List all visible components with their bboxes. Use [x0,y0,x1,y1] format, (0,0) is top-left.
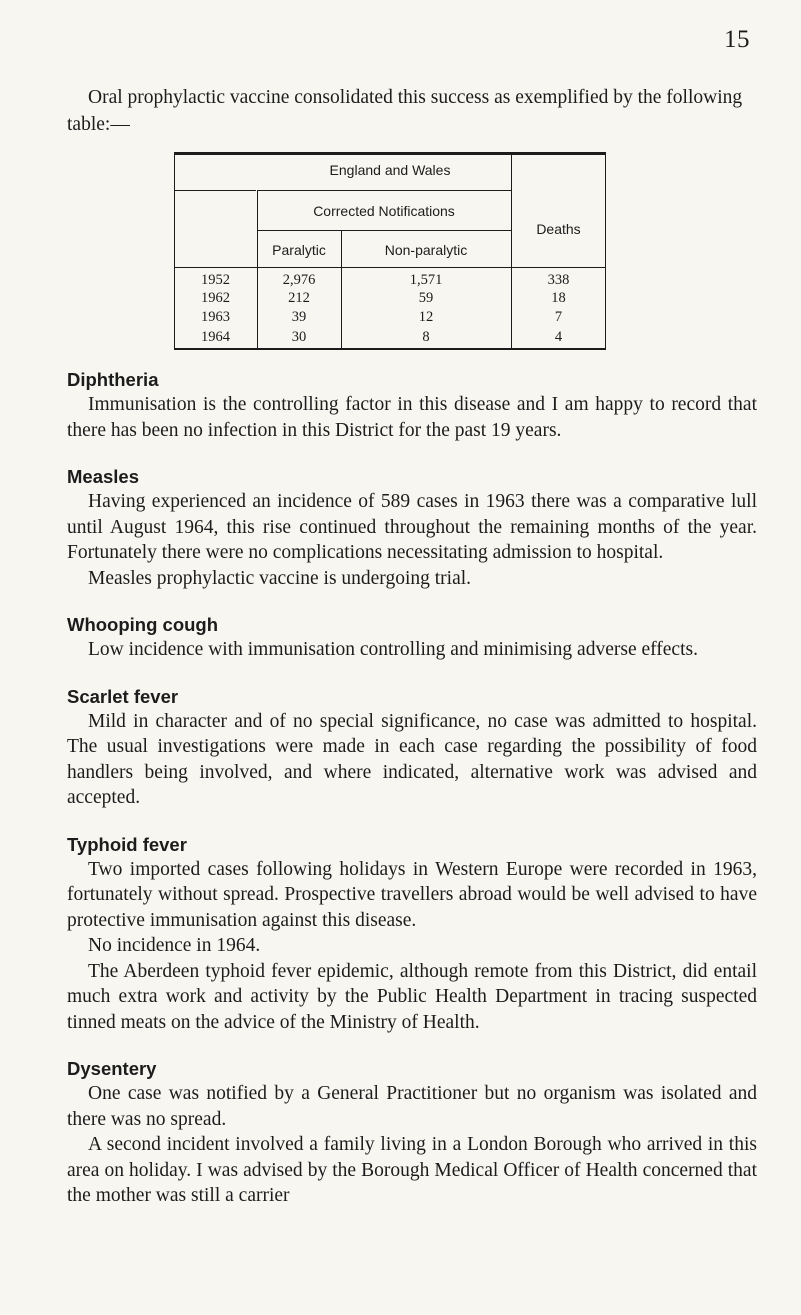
section-paragraph: Having experienced an incidence of 589 cases in 1963 there was a comparative lull until August 1964, this rise continued throughout the remaining months of the year. Fortunately there were no complications necessitating admission to hospital. [67,491,757,563]
table-region-header: England and Wales [329,162,451,178]
table-deaths-header: Deaths [536,221,581,237]
section-paragraph: One case was notified by a General Practitioner but no organism was isolated and there was no spread. [67,1083,757,1130]
section-paragraph: No incidence in 1964. [88,935,261,956]
row-1962-year: 1962 [201,290,230,306]
section-dysentery [67,1056,757,1209]
section-heading: Scarlet fever [67,685,179,707]
row-1952-paralytic: 2,976 [282,272,316,288]
page-number: 15 [724,26,750,53]
intro-paragraph: Oral prophylactic vaccine consolidated this success as exemplified by the following table:— [67,87,743,135]
row-1964-deaths: 4 [554,329,563,345]
section-paragraph: Low incidence with immunisation controlling and minimising adverse effects. [88,639,698,660]
row-1952-year: 1952 [201,272,230,288]
report-body [67,367,757,1230]
section-heading: Typhoid fever [67,833,187,855]
section-heading: Measles [67,466,139,487]
table-paralytic-header: Paralytic [272,242,326,258]
row-1963-deaths: 7 [554,309,563,325]
section-paragraph: Measles prophylactic vaccine is undergoing trial. [88,567,472,589]
table-top-rule [174,152,606,155]
row-1964-nonparalytic: 8 [422,329,430,345]
section-paragraph: Two imported cases following holidays in Western Europe were recorded in 1963, fortunately without spread. Prospective travellers abroad would be well advised to have protective immunisation against this disease. [67,858,757,931]
section-heading: Whooping cough [67,614,219,635]
section-paragraph: Immunisation is the controlling factor in this disease and I am happy to record that there has been no infection in this District for the past 19 years. [67,394,757,441]
section-whooping-cough [67,612,757,663]
section-heading: Diphtheria [67,369,159,390]
table-rule-header1b [257,190,511,191]
row-1952-nonparalytic: 1,571 [409,272,443,288]
row-1952-deaths: 338 [547,272,570,288]
row-1963-year: 1963 [201,309,230,325]
table-rule-header1 [174,190,256,191]
section-paragraph: The Aberdeen typhoid fever epidemic, although remote from this District, did entail much extra work and activity by the Public Health Department in tracing suspected tinned meats on the advice of the Ministry of Health. [67,960,757,1033]
section-measles [67,464,757,591]
table-group-header: Corrected Notifications [313,203,455,219]
section-diphtheria [67,367,757,443]
row-1962-nonparalytic: 59 [418,290,434,306]
row-1963-paralytic: 39 [291,309,307,325]
section-paragraph: A second incident involved a family living in a London Borough who arrived in this area on holiday. I was advised by the Borough Medical Officer of Health concerned that the mother was still a carrier [67,1134,757,1206]
row-1964-paralytic: 30 [291,329,307,345]
polio-table [174,152,606,350]
row-1962-paralytic: 212 [288,290,310,306]
section-scarlet-fever [67,684,757,811]
table-nonparalytic-header: Non-paralytic [384,242,468,258]
table-rule-header2 [257,230,511,231]
row-1962-deaths: 18 [551,290,566,306]
section-paragraph: Mild in character and of no special significance, no case was admitted to hospital. The usual investigations were made in each case regarding the possibility of food handlers being involved, and where indicated, alternative work was advised and accepted. [67,710,757,808]
row-1963-nonparalytic: 12 [418,309,434,325]
table-rule-header3 [174,267,606,268]
row-1964-year: 1964 [201,329,230,345]
section-heading: Dysentery [67,1058,157,1079]
section-typhoid-fever [67,832,757,1036]
table-bottom-rule [174,348,606,350]
